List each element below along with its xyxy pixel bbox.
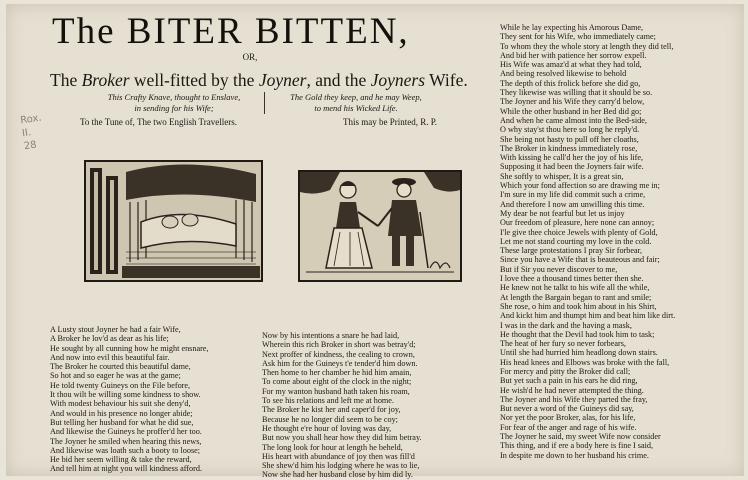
verse-line: She rose, o him and took him about in his Shirt, — [500, 301, 657, 311]
pencil-annotation — [19, 110, 58, 153]
verse-line: He thought that the Devil had took him to task; — [500, 329, 655, 339]
verse-line: But never a word of the Guineys did say, — [500, 404, 634, 414]
verse-column-1 — [50, 325, 262, 475]
couple-woodcut — [298, 170, 462, 282]
verse-line: Which your fond affection so are drawing me in; — [500, 181, 660, 191]
verse-column-3 — [500, 23, 738, 475]
verse-line: To whom they the whole story at length they did tell, — [500, 41, 674, 51]
verse-line: The Broker he courted this beautiful dame, — [50, 362, 191, 372]
verse-line: And when he came almost into the Bed-side, — [500, 115, 647, 125]
subtitle-part: The — [50, 70, 82, 90]
verse-line: Supposing it had been the Joyners fair wife. — [500, 162, 644, 172]
verse-line: His heart with abundance of joy then was fill'd — [262, 451, 415, 461]
verse-line: Our freedom of pleasure, here none can annoy; — [500, 218, 655, 228]
verse-line: His Wife was amaz'd at what they had told, — [500, 60, 642, 70]
verse-line: And would in his presence no longer abide; — [50, 408, 193, 418]
verse-line: Ask him for the Guineys t'e tender'd him down. — [262, 358, 418, 368]
verse-line: I love thee a thousand times better then she. — [500, 274, 644, 284]
verse-line: With modest behaviour his suit she deny'd, — [50, 399, 191, 409]
verse-line: She being not hasty to pull off her cloaths, — [500, 134, 639, 144]
verse-line: I was in the dark and the having a mask, — [500, 320, 632, 330]
verse-line: Wherein this rich Broker in short was betray'd; — [262, 340, 416, 350]
intro-verse-left — [88, 92, 260, 114]
verse-line: He sought by all cunning how he might ensnare, — [50, 343, 209, 353]
verse-line: For my wanton husband hath taken his roam, — [262, 386, 410, 396]
verse-line: In despite me down to her husband his crime. — [500, 450, 649, 460]
or-line: OR, — [242, 52, 258, 62]
verse-line: But if Sir you never discover to me, — [500, 264, 618, 274]
verse-line: And bid her with patience her sorrow expell. — [500, 50, 647, 60]
pencil-line: 28 — [23, 139, 38, 153]
verse-line: Let me not stand courting my love in the cold. — [500, 236, 652, 246]
intro-line: to mend his Wicked Life. — [314, 103, 398, 113]
verse-line: To come about eight of the clock in the night; — [262, 377, 412, 387]
verse-line: O why stay'st thou here so long he reply'd. — [500, 125, 640, 135]
verse-line: I'm sure in my life did commit such a crime, — [500, 190, 646, 200]
verse-line: Until she had hurried him headlong down stairs. — [500, 348, 658, 358]
subtitle-part: well-fitted by the — [129, 70, 259, 90]
verse-line: A Broker he lov'd as dear as his life; — [50, 334, 169, 344]
verse-column-2 — [262, 331, 492, 480]
verse-line: A Lusty stout Joyner he had a fair Wife, — [50, 325, 181, 334]
bed-scene-woodcut — [84, 160, 263, 282]
verse-line: The depth of this frolick before she did go, — [500, 78, 641, 88]
verse-line: My dear be not fearful but let us injoy — [500, 208, 625, 218]
verse-line: Then home to her chamber he hid him amain, — [262, 368, 412, 378]
pencil-line: II. — [21, 127, 32, 140]
verse-line: But telling her husband for what he did sue, — [50, 417, 194, 427]
verse-line: Since you have a Wife that is beauteous and fair; — [500, 255, 660, 265]
verse-line: And kickt him and thumpt him and beat him like dirt. — [500, 311, 676, 321]
broadside-title: The BITER BITTEN, — [52, 11, 410, 52]
verse-line: So hot and so eager he was at the game; — [50, 371, 181, 381]
subtitle-part: Broker — [81, 70, 130, 90]
verse-line: And tell him at night you will kindness afford. — [50, 464, 202, 474]
verse-line: But now you shall hear how they did him betray. — [262, 433, 422, 443]
verse-line: The heat of her fury so never forbears, — [500, 339, 626, 349]
verse-line: The Broker in kindness immediately rose, — [500, 143, 638, 153]
pencil-line: Rox. — [19, 112, 43, 127]
verse-line: This thing, and if ere a body here is fine I said, — [500, 441, 654, 451]
verse-line: He thought e're hour of loving was day, — [262, 423, 392, 433]
verse-line: And being resolved likewise to behold — [500, 69, 627, 79]
verse-line: He told twenty Guineys on the File before, — [50, 380, 191, 390]
intro-divider — [264, 92, 265, 114]
subtitle-part: , and the — [306, 70, 371, 90]
verse-line: The Joyner and his Wife they parted the fray, — [500, 394, 648, 404]
intro-line: The Gold they keep, and he may Weep, — [290, 92, 422, 102]
subtitle-part: Wife. — [425, 70, 468, 90]
subtitle-part: Joyner — [258, 70, 307, 90]
verse-line: Next proffer of kindness, the cealing to crown, — [262, 349, 415, 359]
verse-line: Now she had her husband close by him did ly. — [262, 470, 413, 480]
verse-line: And therefore I now am unwilling this time. — [500, 199, 645, 209]
imprimatur-line: This may be Printed, R. P. — [343, 117, 437, 127]
verse-line: The Joyner and his Wife they carry'd below, — [500, 97, 645, 107]
intro-verse-right — [270, 92, 442, 114]
verse-line: She softly to whisper, It is a great sin, — [500, 171, 624, 181]
verse-line: The Joyner he smiled when hearing this news, — [50, 436, 202, 446]
verse-line: At length the Bargain began to rant and smile; — [500, 292, 652, 302]
verse-line: While the other husband in her Bed did go; — [500, 106, 642, 116]
verse-line: It thou wilt be willing some kindness to show. — [50, 390, 201, 400]
subtitle-part: Joyners — [370, 70, 426, 90]
verse-line: Nor yet the poor Broker, alas, for his life, — [500, 413, 636, 423]
verse-line: They sent for his Wife, who immediately came; — [500, 32, 656, 42]
verse-line: To see his relations and left me at home. — [262, 396, 394, 406]
verse-line: These large protestations I pray Sir forbear, — [500, 246, 643, 256]
verse-line: And likewise the Guineys he proffer'd her too. — [50, 427, 202, 437]
verse-line: He knew not he talkt to his wife all the while, — [500, 283, 650, 293]
verse-line: She shew'd him his lodging where he was to lie, — [262, 461, 420, 471]
verse-line: For mercy and pitty the Broker did call; — [500, 366, 631, 376]
verse-line: For fear of the anger and rage of his wife. — [500, 422, 637, 432]
verse-line: Because he no longer did seem to be coy; — [262, 414, 398, 424]
intro-line: in sending for his Wife; — [134, 103, 214, 113]
tune-line: To the Tune of, The two English Travellers. — [80, 117, 237, 127]
verse-line: I'le give thee choice Jewels with plenty of Gold, — [500, 227, 658, 237]
verse-line: The Joyner he said, my sweet Wife now consider — [500, 432, 661, 442]
verse-line: And now into evil this beautiful fair. — [50, 352, 170, 362]
intro-line: This Crafty Knave, thought to Enslave, — [107, 92, 241, 102]
verse-line: With kissing he call'd her the joy of his life, — [500, 153, 644, 163]
verse-line: But yet such a pain in his ears he did ring, — [500, 376, 638, 386]
verse-line: Now by his intentions a snare he had laid, — [262, 331, 400, 340]
verse-line: They likewise was willing that it should be so. — [500, 88, 653, 98]
verse-line: And likewise was loath such a booty to loose; — [50, 445, 201, 455]
verse-line: His head knees and Elbows was broke with the fall, — [500, 357, 670, 367]
verse-line: The Broker he kist her and caper'd for joy, — [262, 405, 401, 415]
verse-line: He bid her seem willing & take the reward, — [50, 455, 192, 465]
subtitle — [50, 70, 500, 91]
verse-line: The long look for hour at length he beheld, — [262, 442, 403, 452]
verse-line: He wish'd he had never attempted the thing. — [500, 385, 644, 395]
verse-line: While he lay expecting his Amorous Dame, — [500, 23, 644, 32]
